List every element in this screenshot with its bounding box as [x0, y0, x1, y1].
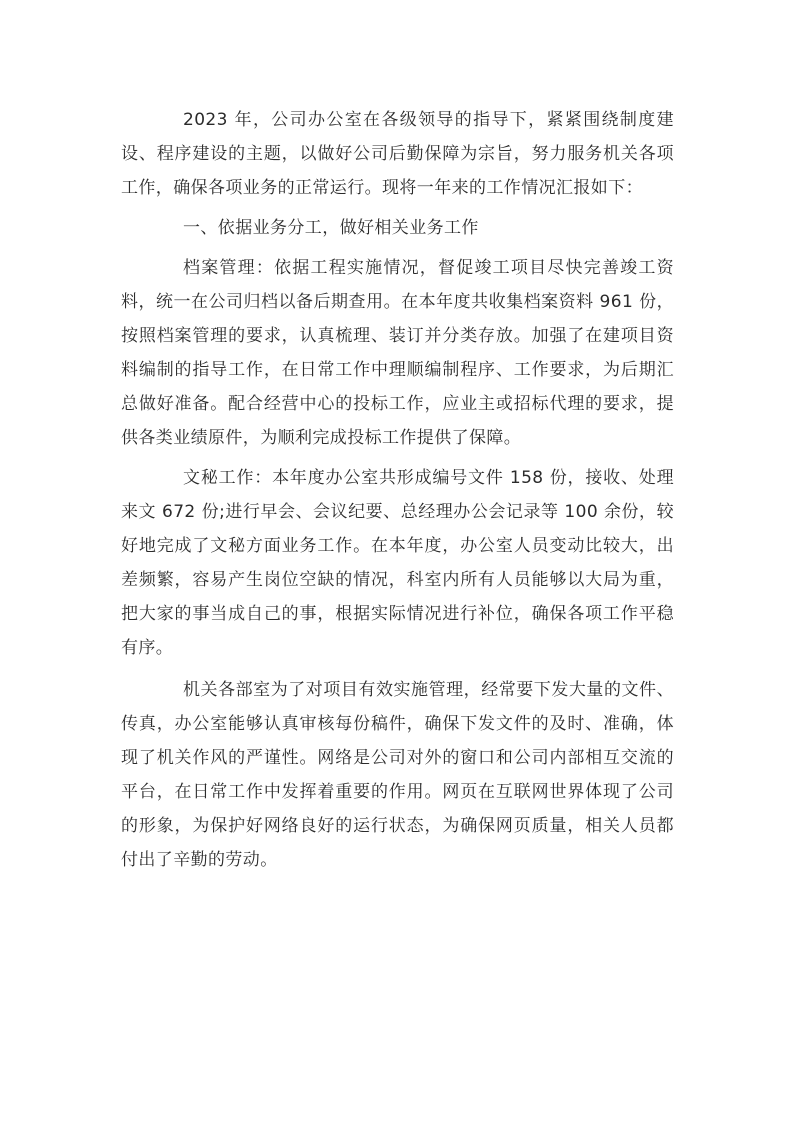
- secretarial-work-paragraph: 文秘工作：本年度办公室共形成编号文件 158 份，接收、处理来文 672 份;进行早会、会议纪要、总经理办公会记录等 100 余份，较好地完成了文秘方面业务工作。在本年度，办公室人员变动比较大，出差频繁，容易产生岗位空缺的情况，科室内所有人员能够以大局为重，把大家的事当成自己的事，根据实际情况进行补位，确保各项工作平稳有序。: [121, 468, 674, 658]
- network-paragraph: 机关各部室为了对项目有效实施管理，经常要下发大量的文件、传真，办公室能够认真审核每份稿件，确保下发文件的及时、准确，体现了机关作风的严谨性。网络是公司对外的窗口和公司内部相互交流的平台，在日常工作中发挥着重要的作用。网页在互联网世界体现了公司的形象，为保护好网络良好的运行状态，为确保网页质量，相关人员都付出了辛勤的劳动。: [121, 680, 674, 870]
- archive-management-paragraph: 档案管理：依据工程实施情况，督促竣工项目尽快完善竣工资料，统一在公司归档以备后期查用。在本年度共收集档案资料 961 份，按照档案管理的要求，认真梳理、装订并分类存放。加强了在建项目资料编制的指导工作，在日常工作中理顺编制程序、工作要求，为后期汇总做好准备。配合经营中心的投标工作，应业主或招标代理的要求，提供各类业绩原件，为顺利完成投标工作提供了保障。: [121, 258, 674, 448]
- intro-paragraph: 2023 年，公司办公室在各级领导的指导下，紧紧围绕制度建设、程序建设的主题，以做好公司后勤保障为宗旨，努力服务机关各项工作，确保各项业务的正常运行。现将一年来的工作情况汇报如下：: [121, 110, 674, 198]
- document-body: [121, 103, 674, 877]
- section-heading: 一、依据业务分工，做好相关业务工作: [183, 218, 479, 238]
